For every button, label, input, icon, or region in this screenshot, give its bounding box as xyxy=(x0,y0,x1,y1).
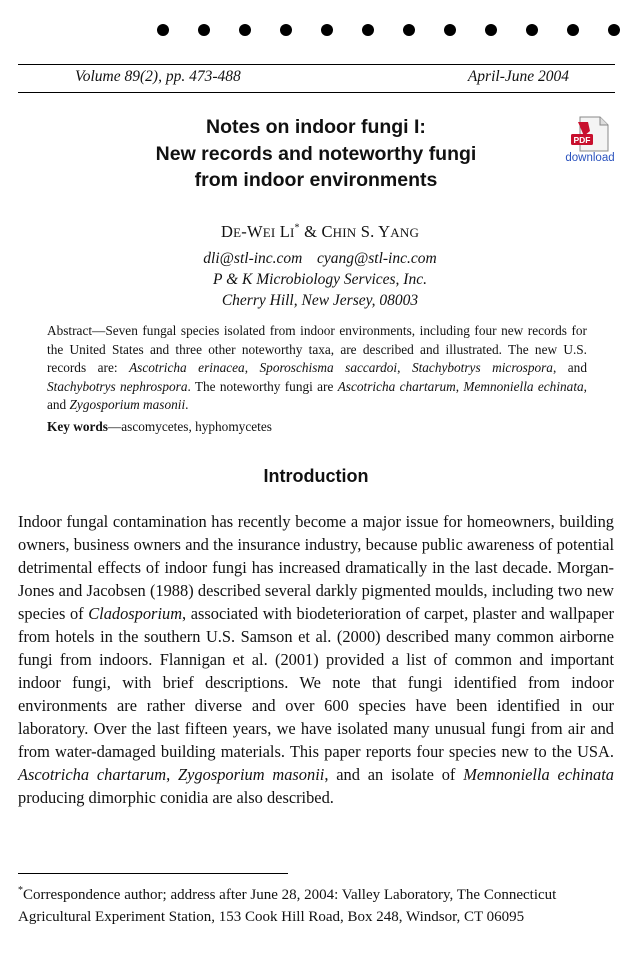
footnote xyxy=(18,880,578,928)
decorative-dot-row xyxy=(157,24,627,38)
footnote-mark: * xyxy=(18,885,23,896)
pdf-file-icon xyxy=(568,116,612,152)
section-heading-introduction: Introduction xyxy=(263,466,369,486)
species-name: Sporoschisma saccardoi xyxy=(259,360,398,375)
genus-name: Cladosporium xyxy=(88,604,183,623)
header-rule-bottom xyxy=(18,92,615,93)
decorative-dot xyxy=(157,24,169,36)
correspondence-mark: * xyxy=(294,222,300,234)
species-name: Memnoniella echinata xyxy=(463,378,584,394)
issue-date: April-June 2004 xyxy=(467,68,569,85)
decorative-dot xyxy=(198,24,210,36)
decorative-dot xyxy=(362,24,374,36)
decorative-dot xyxy=(485,24,497,36)
download-label: download xyxy=(565,152,615,164)
species-name: Zygosporium masonii xyxy=(178,765,325,784)
keywords: Key words—ascomycetes, hyphomycetes xyxy=(47,419,272,434)
species-name: Ascotricha erinacea xyxy=(129,360,245,375)
affiliation: P & K Microbiology Services, Inc. xyxy=(213,271,427,288)
author-1: DE-WEI LI* xyxy=(220,222,300,241)
keywords-label: Key words xyxy=(47,419,108,434)
footnote-text: Correspondence author; address after June 28, 2004: Valley Laboratory, The Connecticut Agricultural Experiment Station, 153 Cook Hill Road, Box 248, Windsor, CT 06095 xyxy=(18,887,557,925)
decorative-dot xyxy=(608,24,620,36)
title-line-2: New records and noteworthy fungi xyxy=(155,142,477,165)
pdf-icon-text: PDF xyxy=(573,135,591,145)
pdf-download-button[interactable] xyxy=(562,116,618,166)
species-name: Stachybotrys nephrospora xyxy=(47,378,188,394)
author-2: CHIN S. YANG xyxy=(321,222,420,241)
journal-volume: Volume 89(2), pp. 473-488 xyxy=(75,68,241,85)
species-name: Ascotricha chartarum xyxy=(337,378,456,394)
keywords-text: ascomycetes, hyphomycetes xyxy=(121,419,272,434)
species-name: Zygosporium masonii xyxy=(69,397,186,412)
abstract: Abstract—Seven fungal species isolated from indoor environments, including four new records for the United States and three other noteworthy taxa, are described and illustrated. The new U.S. records are: Ascotricha erinacea, Sporoschisma saccardoi, Stachybotrys microspora, and Stachybotrys nephrospora. The noteworthy fungi are Ascotricha chartarum, Memnoniella echinata, and Zygosporium masonii. xyxy=(47,323,587,412)
decorative-dot xyxy=(239,24,251,36)
author-line xyxy=(0,222,640,242)
email-1[interactable]: dli@stl-inc.com xyxy=(203,250,303,267)
title-line-1: Notes on indoor fungi I: xyxy=(206,116,426,138)
header-rule-top xyxy=(18,64,615,65)
decorative-dot xyxy=(444,24,456,36)
paper-title xyxy=(120,114,512,194)
decorative-dot xyxy=(403,24,415,36)
author-emails xyxy=(0,250,640,268)
abstract-label: Abstract xyxy=(47,323,93,338)
decorative-dot xyxy=(321,24,333,36)
species-name: Ascotricha chartarum xyxy=(18,765,167,784)
decorative-dot xyxy=(280,24,292,36)
decorative-dot xyxy=(567,24,579,36)
species-name: Memnoniella echinata xyxy=(463,765,614,784)
title-line-3: from indoor environments xyxy=(194,169,438,191)
footnote-rule xyxy=(18,873,288,874)
introduction-paragraph: Indoor fungal contamination has recently become a major issue for homeowners, building owners, business owners and the insurance industry, because public awareness of potential detrimental effects of indoor fungi has increased dramatically in the last decade. Morgan-Jones and Jacobsen (1988) described several darkly pigmented moulds, including two new species of Cladosporium, associated with biodeterioration of carpet, plaster and wallpaper from hotels in the southern U.S. Samson et al. (2000) described many common airborne fungi from indoors. Flannigan et al. (2001) provided a list of common and important indoor fungi, with brief descriptions. We note that fungi identified from indoor environments are rather diverse and over 600 species have been identified in our laboratory. Over the last fifteen years, we have isolated many unusual fungi from air and from water-damaged building materials. This paper reports four species new to the USA. Ascotricha chartarum, Zygosporium masonii, and an isolate of Memnoniella echinata producing dimorphic conidia are also described. xyxy=(18,512,614,807)
species-name: Stachybotrys microspora xyxy=(411,360,553,375)
affiliation-location: Cherry Hill, New Jersey, 08003 xyxy=(221,292,419,309)
email-2[interactable]: cyang@stl-inc.com xyxy=(316,250,437,267)
author-ampersand: & xyxy=(304,222,318,241)
decorative-dot xyxy=(526,24,538,36)
